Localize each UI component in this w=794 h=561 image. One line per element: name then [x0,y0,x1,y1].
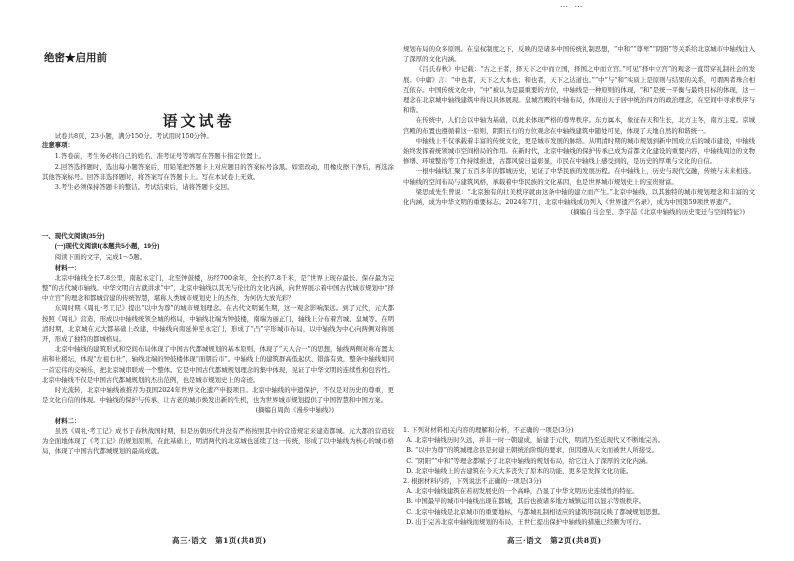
material-paragraph: 时光流转，北京中轴线被推荐为我国2024年世界文化遗产申报项目。北京中轴线的申遗保护，不仅是对历史的尊重，更是文化自信的体现。中轴线的保护与传承，让古老的城市焕发出新的生机，也为世界城市规划提供了中国智慧和中国方案。 [42,386,394,405]
reading-instruction: 阅读下面的文字，完成1～5题。 [54,253,147,262]
question-1: 1. 下列对材料相关内容的理解和分析，不正确的一项是(3分) [403,426,574,434]
material-paragraph: 北京中轴线全长7.8公里，南起永定门，北至钟鼓楼，历经700余年，全长约7.8千米，是“世界上现存最长、保存最为完整”的古代城市轴线。中华文明自古就讲求“中”，北京中轴线以其无与伦比的文化内涵，向世界展示着中国古代城市规划中“择中立宫”的理念和都城营建的传统智慧，堪称人类城市规划史上的杰作，为何仍大放光彩？ [42,273,394,303]
note-item: 2.回答选择题时，选出每小题答案后，用铅笔把答题卡上对应题目的答案标号涂黑。如需改动，用橡皮擦干净后，再选涂其他答案标号。回答非选择题时，将答案写在答题卡上。写在本试卷上无效。 [42,162,394,181]
material-paragraph: 虽然《周礼·考工记》成书于春秋战国时期，但是历朝历代并没有严格按照其中的营造规定来建造都城。元大都的营造较为全面地体现了《考工记》的规划原则，在此基础上，明清两代的北京城也延续了这一传统，形成了以中轴线为核心的城市格局，体现了中国古代都城规划的最高成就。 [42,426,394,456]
material-paragraph: 东周时期《周礼·考工记》提出“以中为尊”的城市规划理念。在古代文明诞生期，这一观念影响深远。到了元代，元大都按照《周礼》营造，形成以中轴线统领全城的格局，中轴线北端为钟鼓楼，南端为丽正门，轴线上分布着宫城、皇城等。在明清时期，北京城在元大都基础上改建，中轴线向南延伸至永定门，形成了“凸”字形城市布局，以中轴线为中心向两侧对称展开，形成了独特的都城格局。 [42,304,394,344]
material-one-label: 材料一： [54,263,81,272]
question-option: C. “阴阳”“中和”等理念都赋予了北京中轴线的规划布局，给它注入了深厚的文化内涵。 [406,456,652,465]
section-heading: 一、现代文阅读(35分) [42,233,105,240]
material-paragraph: 北京中轴线的建筑形式和空间布局体现了中国古代都城规划的基本原则，体现了“天人合一”的思想，轴线两侧对称布置太庙和社稷坛，体现“左祖右社”，轴线北端的钟鼓楼体现“面朝后市”。中轴线上的建筑群高低起伏、错落有致，整条中轴线如同一首宏伟的交响乐，把北京城串联成一个整体。它是中国古代都城规划理念的集中体现，见证了中华文明的连续性和包容性。北京中轴线不仅是中国古代都城规划的杰出范例，也是城市规划史上的奇迹。 [42,345,394,384]
question-option: D. 北京中轴线上的古建筑在今天大多丧失了原本的功能，更多是发挥文化功能。 [406,466,633,475]
question-option: D. 出于完善北京中轴线而规划的布局，王世仁提出保护中轴线的措施已经颇为可行。 [406,517,646,526]
instructions-block [42,131,394,192]
notes-heading: 注意事项： [42,142,74,150]
page-right [397,0,794,561]
questions-block [403,425,755,527]
question-2: 2. 根据材料内容，下列说法不正确的一项是(3分) [403,477,542,486]
material-paragraph: 中轴线上不仅承载着丰富的传统文化，更是城市发展的脉络。从明清时期的城市规划到新中国成立后的城市建设，中轴线始终发挥着统领城市空间格局的作用。在新时代，北京中轴线的保护传承已成为首都文化建设的重要内容，中轴线周边的文物修缮、环境整治等工作持续推进，古都风貌日益彰显，市民在中轴线上感受到的，是历史的厚重与文化的自信。 [403,136,755,166]
page-footer: 高三·语文 第1页(共8页) [172,536,267,545]
section-one [42,232,394,456]
question-option: C. 北京中轴线是北京城市的重要地标，与都城礼制相适应的建筑形制反映了都城规划思想。 [406,507,665,516]
material-two-continued [403,44,755,217]
exam-title: 语文试卷 [162,112,235,130]
top-scan-mark: … … [560,0,585,9]
question-option: B. 中国最早的城市中轴线出现在都城，其后也被诸多地方城镇运用以显示等级秩序。 [406,497,646,506]
note-item: 3.考生必须保持答题卡的整洁。考试结束后，请将答题卡交回。 [54,183,234,192]
question-option: A. 北京中轴线建筑在若初发展史的一个高峰，凸显了中华文明历史连续性的特征。 [406,487,639,496]
subsection-heading: (一)现代文阅读Ⅰ(本题共5小题，19分) [54,243,160,251]
source-citation: (摘编自周尚《漫步中轴线》) [255,406,334,415]
question-option: B. “以中为尊”的筑城理念县是封建王朝统治阶级的要求，但因遵从天文而被世人所接受。 [406,446,658,455]
material-paragraph: 在传统中，人们会以中轴为基础，以此来体现严格的尊卑秩序。东方属木，象征春天和生长，北方主冬，南方主夏。京城宫殿的布置也遵循着这一原则，阴阳五行的方位观念在中轴线建筑中随处可见，体现了天地自然的和谐统一。 [403,116,755,135]
question-option: A. 北京中轴线历时久远，并非一时一朝建成，始建于元代，明清乃至近现代又不断地完善。 [406,436,665,445]
material-paragraph: 《吕氏春秋》中记载：“古之王者，择天下之中而立国，择国之中而立宫。”可见“择中立宫”的观念一直贯穿礼制社会的发展。《中庸》言：“中也者，天下之大本也；和也者，天下之达道也。”“中”与“和”实质上是原则与结果的关系，可谓两者珠合相互依存。中国传统文化中，“中”被认为是最重要的方位，中轴线是一种原则的体现，“和”是统一平衡与最终目标的体现，这一理念在北京城中轴线建筑中得以具体展现。皇城宫殿的中轴布局，体现出天子居中统治四方的政治理念，在空间中寻求秩序与和谐。 [403,65,755,115]
confidential-mark: 绝密★启用前 [44,52,107,64]
exam-intro: 试卷共8页，23小题，满分150分。考试用时150分钟。 [54,132,213,140]
material-paragraph: 梁思成先生曾说：“北京独有的壮美秩序就由这条中轴的建立而产生。”北京中轴线，以其独特的城市规划理念和丰富的文化内涵，成为中华文明的重要标志。2024年7月，北京中轴线成功列入《世界遗产名录》，成为中国第59项世界遗产。 [403,187,755,207]
note-item: 1.答卷前，考生务必将自己的姓名、准考证号等填写在答题卡指定位置上。 [54,152,266,161]
material-paragraph: 规划布局的众多原则。在皇权制度之下，反映的是诸多中国传统礼制思想，“中和”“尊卑”“阴阳”等关系给北京城市中轴线注入了深厚的文化内涵。 [403,45,755,64]
page-footer: 高三·语文 第2页(共8页) [507,536,602,545]
material-paragraph: 一根中轴线汇聚了五百多年的都城历史，见证了中华民族的发展历程。在中轴线上，历史与现代交融，传统与未来相连。中轴线的空间布局与建筑风格，承载着中华民族的文化基因，也是世界城市规划史上的宝贵财富。 [403,167,755,186]
material-two-label: 材料二： [54,416,81,425]
source-citation: (摘编自马会至、李宇喆《北京中轴线的历史变迁与空间特征》) [570,208,745,217]
